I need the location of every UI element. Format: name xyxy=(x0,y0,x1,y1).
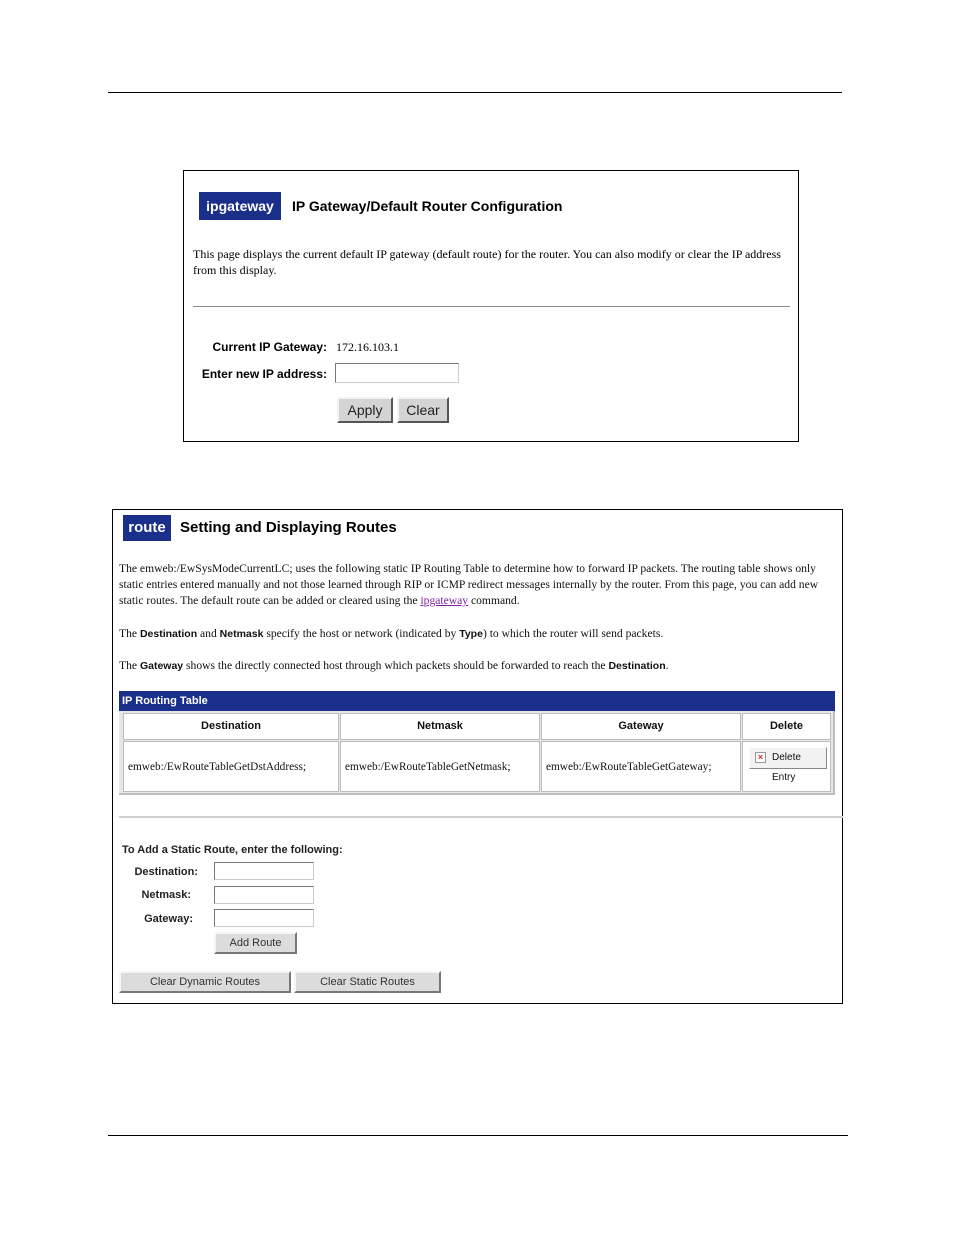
cell-netmask: emweb:/EwRouteTableGetNetmask; xyxy=(340,741,540,792)
panel-title: IP Gateway/Default Router Configuration xyxy=(292,198,563,214)
para-bold: Destination xyxy=(139,628,198,640)
apply-button[interactable]: Apply xyxy=(337,397,393,423)
clear-button[interactable]: Clear xyxy=(397,397,449,423)
cell-destination: emweb:/EwRouteTableGetDstAddress; xyxy=(123,741,339,792)
destination-input[interactable] xyxy=(214,862,314,880)
para-text: . xyxy=(665,659,669,672)
cell-delete xyxy=(742,741,831,792)
para-text: The xyxy=(119,659,140,672)
new-ip-input[interactable] xyxy=(335,363,459,383)
para-text: The xyxy=(119,627,140,640)
add-route-button[interactable]: Add Route xyxy=(214,932,297,954)
panel-title: Setting and Displaying Routes xyxy=(180,519,397,536)
netmask-input[interactable] xyxy=(214,886,314,904)
para-text: ) to which the router will send packets. xyxy=(482,627,664,640)
current-gateway-label: Current IP Gateway: xyxy=(212,340,327,354)
routing-table-title: IP Routing Table xyxy=(119,691,835,711)
gateway-label: Gateway: xyxy=(144,913,193,925)
ipgateway-panel xyxy=(183,170,799,442)
para-bold: Netmask xyxy=(219,628,264,640)
delete-entry-label: Delete Entry xyxy=(772,752,801,783)
footer-rule xyxy=(108,1135,848,1136)
panel-description: This page displays the current default IP gateway (default route) for the router. You can also modify or clear the IP address from this display. xyxy=(193,247,781,277)
route-panel xyxy=(112,509,843,1004)
clear-static-routes-button[interactable]: Clear Static Routes xyxy=(294,971,441,993)
clear-dynamic-routes-button[interactable]: Clear Dynamic Routes xyxy=(119,971,291,993)
para-text: and xyxy=(197,627,220,640)
delete-entry-button[interactable] xyxy=(749,747,827,783)
netmask-label: Netmask: xyxy=(141,889,191,901)
para-text: specify the host or network (indicated by xyxy=(263,627,460,640)
divider xyxy=(119,816,843,818)
intro-text-end: command. xyxy=(468,594,520,607)
para-bold: Gateway xyxy=(139,660,184,672)
intro-paragraph xyxy=(119,561,835,609)
header-rule xyxy=(108,92,842,93)
ipgateway-link[interactable]: ipgateway xyxy=(420,594,469,607)
column-header-netmask: Netmask xyxy=(340,713,540,740)
column-header-gateway: Gateway xyxy=(541,713,741,740)
add-route-heading: To Add a Static Route, enter the following: xyxy=(122,844,343,856)
gateway-paragraph xyxy=(119,658,835,674)
destination-label: Destination: xyxy=(134,866,198,878)
para-text: shows the directly connected host through which packets should be forwarded to reach the xyxy=(183,659,609,672)
cell-gateway: emweb:/EwRouteTableGetGateway; xyxy=(541,741,741,792)
current-gateway-value: 172.16.103.1 xyxy=(336,340,399,354)
intro-text: The emweb:/EwSysModeCurrentLC; uses the following static IP Routing Table to determine how to forward IP packets. The routing table shows only static entries entered manually and not those learned through RIP or ICMP redirect messages internally by the router. From this page, you can add new static routes. The default route can be added or cleared using the xyxy=(119,562,819,607)
column-header-destination: Destination xyxy=(123,713,339,740)
routing-table xyxy=(119,711,835,795)
ipgateway-badge: ipgateway xyxy=(199,192,281,220)
route-badge: route xyxy=(123,515,171,541)
destination-paragraph xyxy=(119,626,835,642)
para-bold: Type xyxy=(459,628,483,640)
para-bold: Destination xyxy=(608,660,666,672)
divider xyxy=(193,306,790,307)
delete-x-icon: × xyxy=(755,752,766,763)
column-header-delete: Delete xyxy=(742,713,831,740)
new-ip-label: Enter new IP address: xyxy=(201,367,327,381)
gateway-input[interactable] xyxy=(214,909,314,927)
